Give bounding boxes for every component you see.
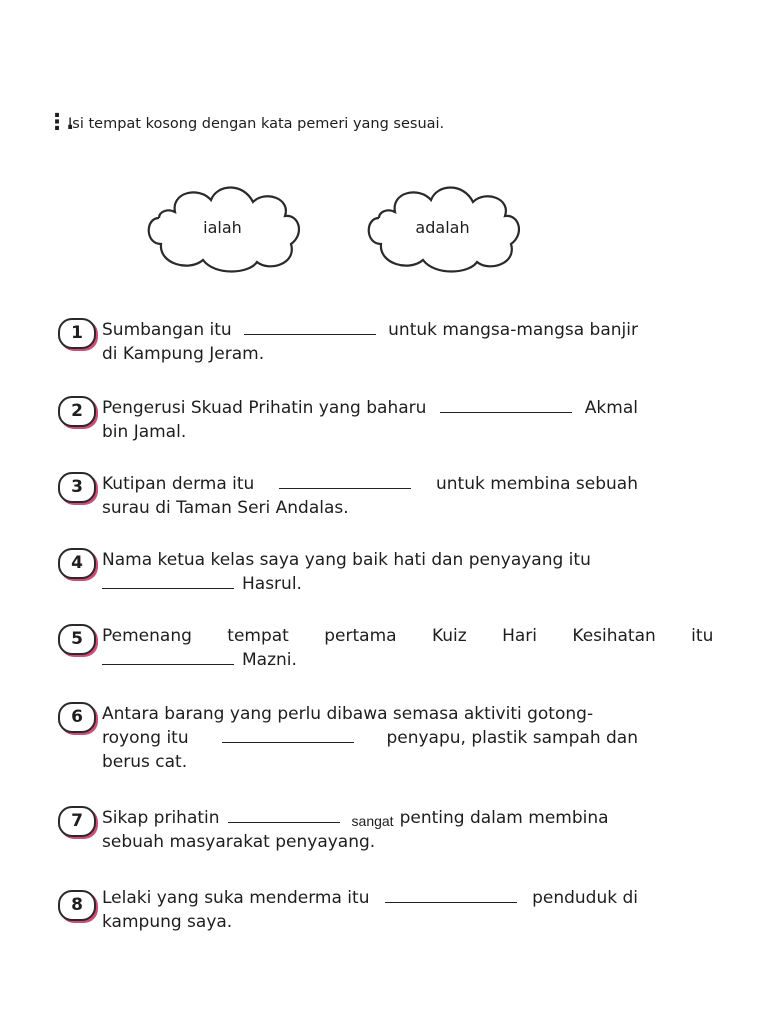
question-text: Mazni. <box>242 650 297 670</box>
question-text: penting dalam membina <box>399 808 609 828</box>
word-cloud-ialah <box>145 178 300 278</box>
answer-blank[interactable] <box>244 318 376 335</box>
question-text: sebuah masyarakat penyayang. <box>102 832 376 852</box>
cloud-word: ialah <box>203 218 242 237</box>
question-text: Sumbangan itu <box>102 320 232 340</box>
question-number: 2 <box>58 396 96 427</box>
answer-blank[interactable] <box>440 396 572 413</box>
answer-blank[interactable] <box>102 572 234 589</box>
question-text: surau di Taman Seri Andalas. <box>102 498 349 518</box>
answer-blank[interactable] <box>222 726 354 743</box>
question-text: penduduk di <box>532 888 638 908</box>
question-text: Sikap prihatin <box>102 808 220 828</box>
question-text: untuk mangsa-mangsa banjir <box>388 320 638 340</box>
question-number: 8 <box>58 890 96 921</box>
question-text: kampung saya. <box>102 912 233 932</box>
question-number: 4 <box>58 548 96 579</box>
question-number: 6 <box>58 702 96 733</box>
question-number: 3 <box>58 472 96 503</box>
question-text: Pengerusi Skuad Prihatin yang baharu <box>102 398 427 418</box>
instruction-text: Isi tempat kosong dengan kata pemeri yang sesuai. <box>68 116 445 132</box>
question-text: Lelaki yang suka menderma itu <box>102 888 370 908</box>
question-text: Pemenang tempat pertama Kuiz Hari Kesihatan itu <box>102 626 714 646</box>
question-text: Hasrul. <box>242 574 302 594</box>
question-text: untuk membina sebuah <box>436 474 638 494</box>
question-text: Akmal <box>584 398 638 418</box>
question-number: 7 <box>58 806 96 837</box>
word-cloud-adalah <box>365 178 520 278</box>
answer-blank[interactable] <box>102 648 234 665</box>
cloud-word: adalah <box>415 218 470 237</box>
answer-blank[interactable] <box>228 806 340 823</box>
question-text: penyapu, plastik sampah dan <box>386 728 638 748</box>
question-text: berus cat. <box>102 752 188 772</box>
question-text: royong itu <box>102 728 189 748</box>
question-text: di Kampung Jeram. <box>102 344 265 364</box>
question-text: Antara barang yang perlu dibawa semasa aktiviti gotong- <box>102 704 594 724</box>
instruction <box>44 112 684 142</box>
question-number: 5 <box>58 624 96 655</box>
handwritten-answer: sangat <box>351 813 394 829</box>
answer-blank[interactable] <box>279 472 411 489</box>
question-text: Kutipan derma itu <box>102 474 255 494</box>
answer-blank[interactable] <box>385 886 517 903</box>
question-text: bin Jamal. <box>102 422 187 442</box>
question-text: Nama ketua kelas saya yang baik hati dan penyayang itu <box>102 550 591 570</box>
bullet-icon: ⋮. <box>46 110 73 135</box>
question-number: 1 <box>58 318 96 349</box>
